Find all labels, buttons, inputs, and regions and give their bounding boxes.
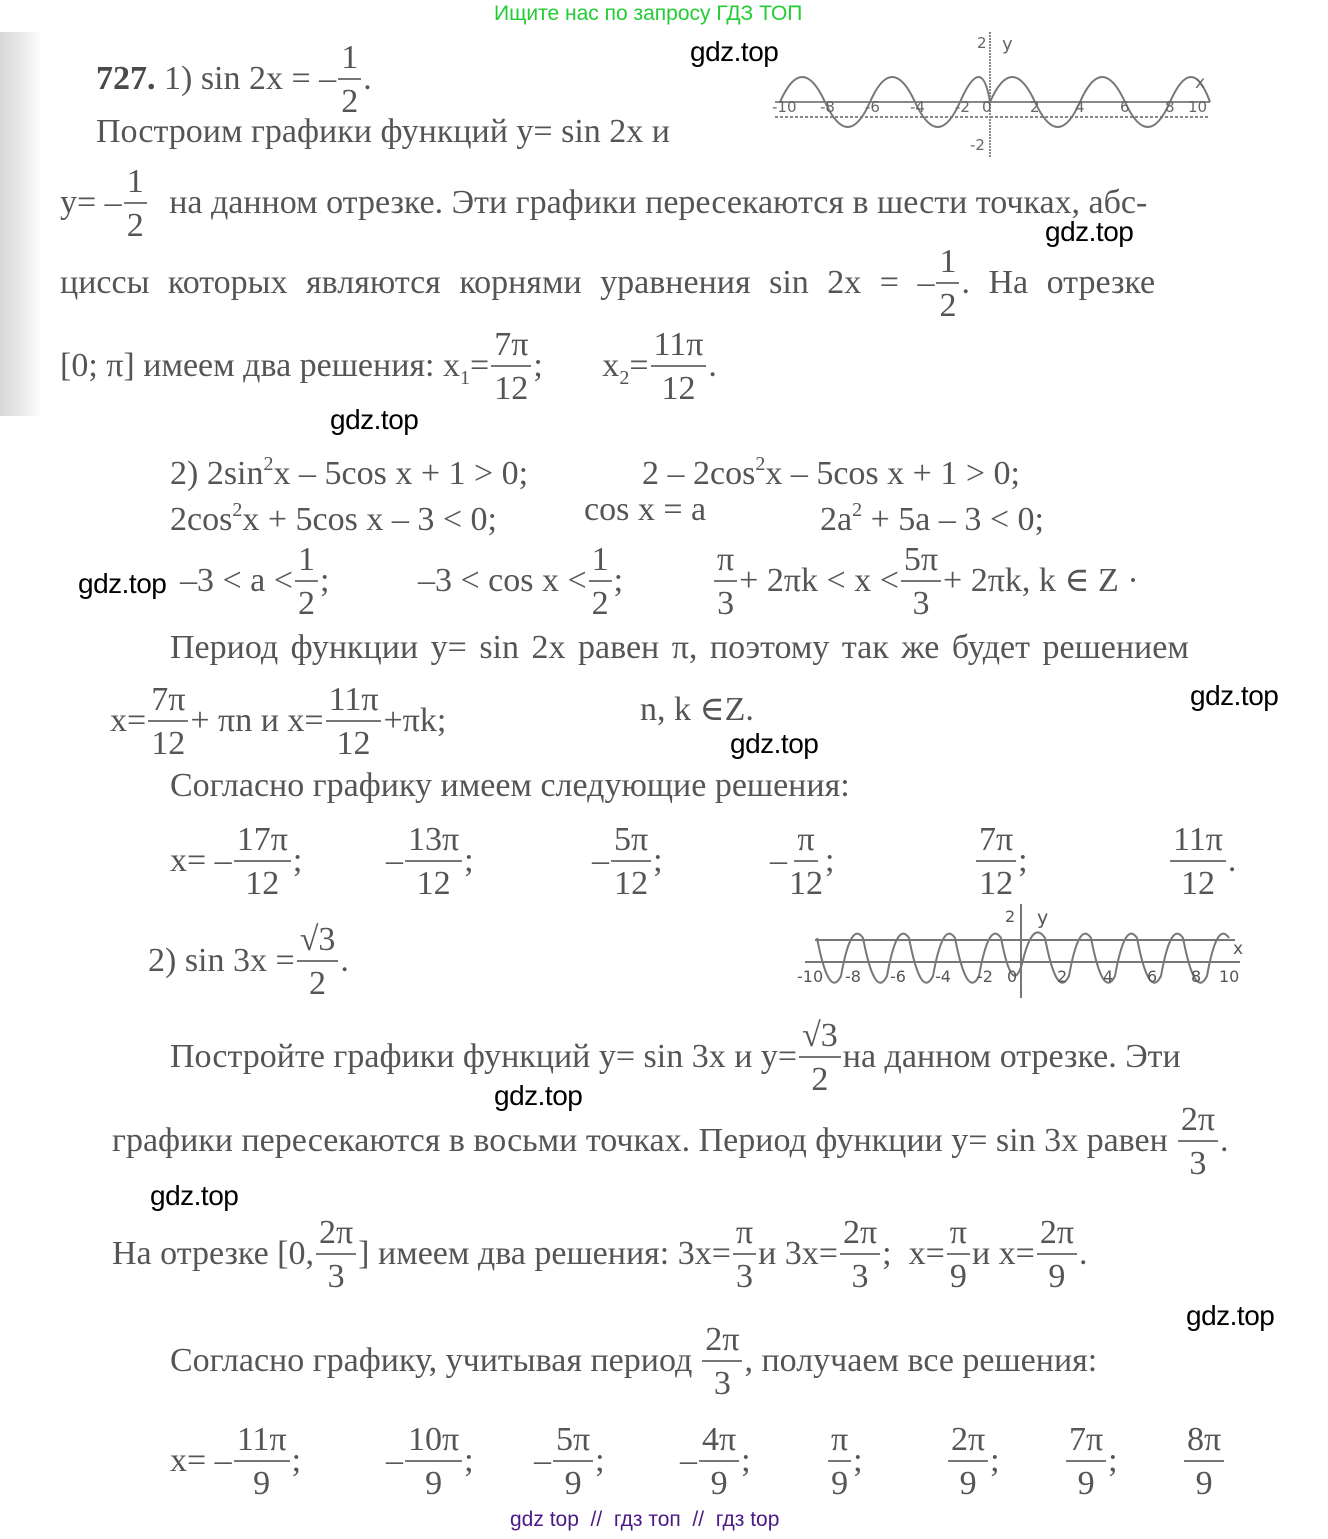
- substitution: cos x = a: [584, 491, 707, 528]
- svg-text:0: 0: [982, 98, 992, 116]
- solution-item: – $\frac{5\pi}{9}$ ;: [534, 1421, 605, 1502]
- svg-text:x: x: [1233, 939, 1244, 959]
- svg-text:-8: -8: [845, 967, 861, 986]
- svg-text:-8: -8: [820, 98, 835, 116]
- problem-header: 727. 1) sin 2x = – $\frac{1}{2}$ .: [96, 38, 372, 124]
- watermark: gdz.top: [690, 36, 779, 67]
- solution-item: $\frac{\pi}{9}$ ;: [826, 1420, 863, 1506]
- solution-list-1: x= – $\frac{17\pi}{12}$ ;: [170, 821, 303, 902]
- bottom-banner[interactable]: gdz top // гдз топ // гдз top: [510, 1508, 780, 1531]
- svg-text:2: 2: [1030, 98, 1040, 116]
- svg-text:-6: -6: [890, 967, 906, 986]
- inequality-line-2: $2\cos^2x + 5\cos$ x – 3 < 0;: [170, 499, 497, 538]
- inequality-line-1b: $2 - 2\cos^2x - 5\cos$ x + 1 > 0;: [642, 453, 1020, 492]
- svg-text:4: 4: [1103, 967, 1114, 986]
- paragraph-line: На отрезке [0, $\frac{2\pi}{3}$ ] имеем два решения: 3x= $\frac{\pi}{3}$ и 3x= $\frac{2\pi}{3}$ ; x= $\frac{\pi}{9}$ и x= $\frac{2\pi}{9}$ .: [112, 1214, 1088, 1295]
- paragraph-line: Постройте графики функций y= sin 3x и y= $\frac{√3}{2}$ на данном отрезке. Эти: [170, 1017, 1181, 1098]
- solution-item: – $\frac{10\pi}{9}$ ;: [386, 1421, 474, 1502]
- svg-text:2: 2: [977, 34, 987, 52]
- watermark: gdz.top: [330, 404, 419, 435]
- paragraph-line: Согласно графику имеем следующие решения:: [170, 767, 850, 804]
- svg-text:-10: -10: [797, 967, 824, 986]
- solution-item: $\frac{7\pi}{12}$ ;: [974, 820, 1028, 906]
- svg-text:10: 10: [1188, 98, 1208, 116]
- paragraph-line: Согласно графику, учитывая период $\frac{2\pi}{3}$ , получаем все решения:: [170, 1321, 1098, 1402]
- part3-equation: 2) sin 3x = $\frac{√3}{2}$ .: [148, 921, 349, 1002]
- svg-text:2: 2: [1057, 967, 1068, 986]
- svg-text:-4: -4: [935, 967, 951, 986]
- period-solution: x= $\frac{7\pi}{12}$ + πn и x= $\frac{11\pi}{12}$ +πk;: [110, 681, 447, 762]
- svg-text:0: 0: [1007, 967, 1018, 986]
- graph-sin2x: [770, 30, 1220, 160]
- paragraph-line: графики пересекаются в восьми точках. Период функции y= sin 3x равен $\frac{2\pi}{3}$ .: [112, 1101, 1229, 1182]
- paragraph-line: y= – $\frac{1}{2}$ на данном отрезке. Эти графики пересекаются в шести точках, абс-: [60, 163, 1148, 244]
- svg-text:6: 6: [1120, 98, 1130, 116]
- problem-number: 727.: [96, 59, 156, 97]
- watermark: gdz.top: [730, 728, 819, 759]
- svg-text:y: y: [1037, 907, 1049, 929]
- svg-text:-2: -2: [955, 98, 970, 116]
- paragraph-line: Период функции y= sin 2x равен π, поэтому так же будет решением: [170, 629, 1189, 666]
- domain-note: n, k ∈Z.: [640, 691, 754, 728]
- inequality-solution: $\frac{\pi}{3}$ + 2πk < x < $\frac{5\pi}{3}$ + 2πk, k ∈ Z ·: [712, 540, 1139, 626]
- graph-sin3x: [795, 900, 1245, 1000]
- solution-item: $\frac{2\pi}{9}$ ;: [946, 1420, 1000, 1506]
- solution-item: – $\frac{4\pi}{9}$ ;: [680, 1421, 751, 1502]
- solution-item: – $\frac{\pi}{12}$ ;: [770, 821, 835, 902]
- solution-item: $\frac{11\pi}{12}$ .: [1168, 820, 1236, 906]
- watermark: gdz.top: [78, 568, 167, 599]
- paragraph-line: циссы которых являются корнями уравнения sin 2x = – $\frac{1}{2}$ . На отрезке: [60, 243, 1156, 324]
- svg-text:8: 8: [1191, 967, 1202, 986]
- svg-text:4: 4: [1075, 98, 1085, 116]
- watermark: gdz.top: [1045, 216, 1134, 247]
- solution-item: – $\frac{5\pi}{12}$ ;: [592, 821, 663, 902]
- inequality-line-1: 2) $2\sin^2x - 5\cos$ x + 1 > 0;: [170, 453, 529, 492]
- solution-item: $\frac{7\pi}{9}$ ;: [1064, 1420, 1118, 1506]
- quadratic: $2a^2 + 5a - 3 < 0$;: [820, 499, 1044, 538]
- fraction: $\frac{1}{2}$: [338, 38, 361, 124]
- paragraph-line: [0; π] имеем два решения: $x_1=$ $\frac{7\pi}{12}$ ; $x_2=$ $\frac{11\pi}{12}$ .: [60, 326, 717, 407]
- paragraph-line: Построим графики функций y= sin 2x и: [96, 113, 670, 150]
- svg-text:2: 2: [1005, 907, 1016, 926]
- solution-list-2: x= – $\frac{11\pi}{9}$ ;: [170, 1421, 302, 1502]
- svg-text:10: 10: [1219, 967, 1240, 986]
- svg-text:-2: -2: [977, 967, 993, 986]
- svg-text:-6: -6: [865, 98, 880, 116]
- solution-item: – $\frac{13\pi}{12}$ ;: [386, 821, 474, 902]
- watermark: gdz.top: [494, 1080, 583, 1111]
- watermark: gdz.top: [1186, 1300, 1275, 1331]
- svg-text:y: y: [1002, 34, 1013, 55]
- watermark: gdz.top: [1190, 680, 1279, 711]
- inequality-line-3b: –3 < cos x < $\frac{1}{2}$ ;: [418, 541, 624, 622]
- svg-text:6: 6: [1147, 967, 1158, 986]
- top-banner[interactable]: Ищите нас по запросу ГДЗ ТОП: [494, 2, 803, 25]
- svg-text:-2: -2: [970, 136, 985, 154]
- svg-text:x: x: [1195, 73, 1206, 93]
- solution-item: $\frac{8\pi}{9}$: [1182, 1420, 1226, 1506]
- svg-text:-4: -4: [910, 98, 925, 116]
- watermark: gdz.top: [150, 1180, 239, 1211]
- scan-edge-shadow: [0, 32, 42, 416]
- inequality-line-3: –3 < a < $\frac{1}{2}$ ;: [180, 541, 330, 622]
- svg-text:8: 8: [1165, 98, 1175, 116]
- svg-text:-10: -10: [772, 98, 797, 116]
